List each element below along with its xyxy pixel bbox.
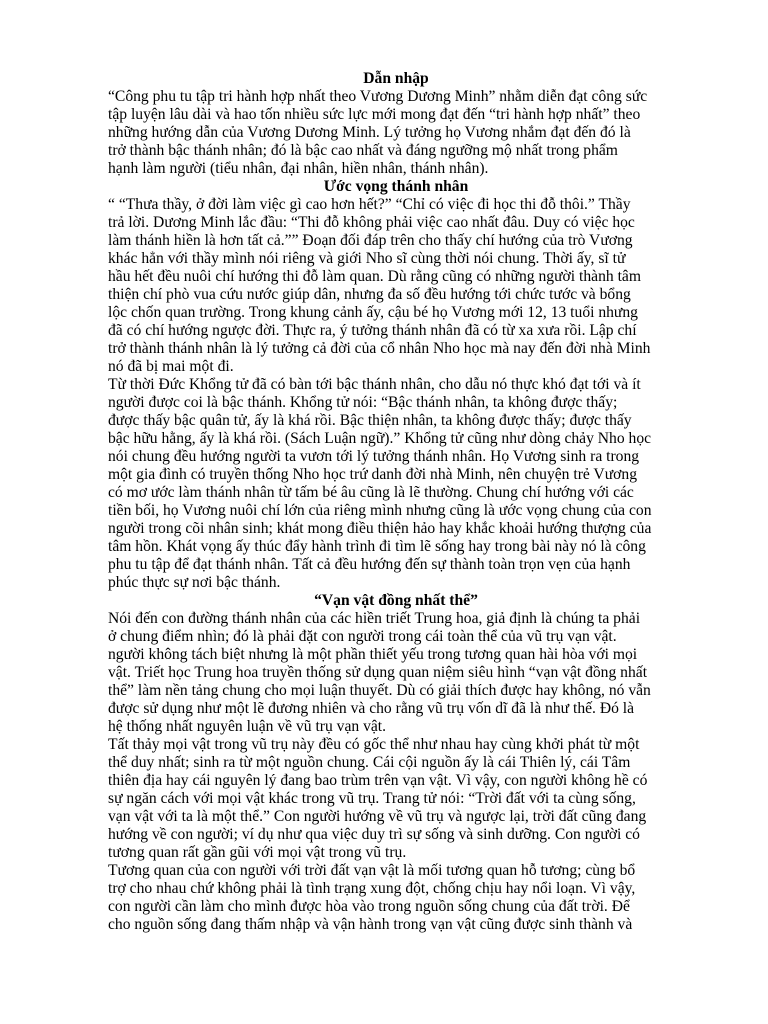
paragraph-line: được sử dụng như một lẽ đương nhiên và cho rằng vũ trụ vốn dĩ đã là như thế. Đó là <box>108 700 635 717</box>
paragraph-line: Từ thời Đức Khổng tử đã có bàn tới bậc thánh nhân, cho dẫu nó thực khó đạt tới và ít <box>108 376 641 393</box>
paragraph-line: trợ cho nhau chứ không phải là tình trạng xung đột, chống chịu hay nổi loạn. Vì vậy, <box>108 880 636 897</box>
paragraph-line: có mơ ước làm thánh nhân từ tấm bé âu cũng là lẽ thường. Chung chí hướng với các <box>108 484 634 501</box>
paragraph-line: phúc thực sự nơi bậc thánh. <box>108 574 281 591</box>
paragraph-line: vật. Triết học Trung hoa truyền thống sử dụng quan niệm siêu hình “vạn vật đồng nhất <box>108 664 648 681</box>
paragraph-line: trở thành thánh nhân là lý tưởng cả đời của cổ nhân Nho học mà nay đến đời nhà Minh <box>108 340 651 357</box>
paragraph-line: người không tách biệt nhưng là một phần thiết yếu trong tương quan hài hòa với mọi <box>108 646 638 663</box>
paragraph-line: một gia đình có truyền thống Nho học trứ danh đời nhà Minh, nên chuyện trẻ Vương <box>108 466 637 483</box>
paragraph-line: trở thành bậc thánh nhân; đó là bậc cao nhất và đáng ngưỡng mộ nhất trong phẩm <box>108 142 618 159</box>
paragraph-line: trả lời. Dương Minh lắc đầu: “Thi đỗ không phải việc cao nhất đâu. Duy có việc học <box>108 214 635 231</box>
paragraph-line: bậc hữu hằng, ấy là khá rồi. (Sách Luận ngữ).” Khổng tử cũng như dòng chảy Nho học <box>108 430 652 447</box>
paragraph-line: phu tu tập để đạt thánh nhân. Tất cả đều hướng đến sự thành toàn trọn vẹn của hạnh <box>108 556 631 573</box>
paragraph-line: nó đã bị mai một đi. <box>108 358 234 375</box>
paragraph-line: con người cần làm cho mình được hòa vào trong nguồn sống chung của đất trời. Để <box>108 898 630 915</box>
paragraph-line: lộc chốn quan trường. Trong khung cảnh ấy, cậu bé họ Vương mới 12, 13 tuổi nhưng <box>108 304 638 321</box>
section-heading: Dẫn nhập <box>363 70 429 87</box>
paragraph-line: làm thánh hiền là hơn tất cả.”” Đoạn đối đáp trên cho thấy chí hướng của trò Vương <box>108 232 633 249</box>
paragraph-line: Nói đến con đường thánh nhân của các hiền triết Trung hoa, giả định là chúng ta phải <box>108 610 641 627</box>
paragraph-line: tâm hồn. Khát vọng ấy thúc đẩy hành trình đi tìm lẽ sống hay trong bài này nó là công <box>108 538 646 555</box>
paragraph-line: người trong cõi nhân sinh; khát mong điều thiện hảo hay khắc khoải hướng thượng của <box>108 520 652 537</box>
paragraph-line: Tất thảy mọi vật trong vũ trụ này đều có gốc thể như nhau hay cùng khởi phát từ một <box>108 736 640 753</box>
paragraph-line: cho nguồn sống đang thấm nhập và vận hành trong vạn vật cũng được sinh thành và <box>108 916 633 933</box>
paragraph-line: Tương quan của con người với trời đất vạn vật là mối tương quan hỗ tương; cùng bổ <box>108 862 636 879</box>
paragraph-line: hệ thống nhất nguyên luận về vũ trụ vạn vật. <box>108 718 387 735</box>
section-heading: “Vạn vật đồng nhất thể” <box>314 592 478 609</box>
paragraph-line: tương quan rất gần gũi với mọi vật trong vũ trụ. <box>108 844 407 861</box>
paragraph-line: hạnh làm người (tiểu nhân, đại nhân, hiền nhân, thánh nhân). <box>108 160 489 177</box>
paragraph-line: khác hẳn với thầy mình nói riêng và giới Nho sĩ cùng thời nói chung. Thời ấy, sĩ tử <box>108 250 626 267</box>
paragraph-line: tập luyện lâu dài và hao tốn nhiều sức lực mới mong đạt đến “tri hành hợp nhất” theo <box>108 106 641 123</box>
paragraph-line: thể duy nhất; sinh ra từ một nguồn chung. Cái cội nguồn ấy là cái Thiên lý, cái Tâm <box>108 754 631 771</box>
paragraph-line: đã có chí hướng ngược đời. Thực ra, ý tưởng thánh nhân đã có từ xa xưa rồi. Lập chí <box>108 322 637 339</box>
paragraph-line: “Công phu tu tập tri hành hợp nhất theo Vương Dương Minh” nhằm diễn đạt công sức <box>108 88 648 105</box>
document-page <box>108 70 684 934</box>
paragraph-line: thiên địa hay cái nguyên lý đang bao trùm trên vạn vật. Vì vậy, con người không hề có <box>108 772 648 789</box>
paragraph-line: “ “Thưa thầy, ở đời làm việc gì cao hơn hết?” “Chỉ có việc đi học thi đỗ thôi.” Thầy <box>108 196 631 213</box>
paragraph-line: thiện chí phò vua cứu nước giúp dân, nhưng đa số đều hướng tới chức tước và bổng <box>108 286 631 303</box>
paragraph-line: tiền bối, họ Vương nuôi chí lớn của riêng mình nhưng cũng là ước vọng chung của con <box>108 502 652 519</box>
paragraph-line: nói chung đều hướng người ta vươn tới lý tưởng thánh nhân. Họ Vương sinh ra trong <box>108 448 640 465</box>
paragraph-line: được thấy bậc quân tử, ấy là khá rồi. Bậc thiện nhân, ta không được thấy; được thấy <box>108 412 632 429</box>
paragraph-line: hầu hết đều nuôi chí hướng thi đỗ làm quan. Dù rằng cũng có những người thành tâm <box>108 268 641 285</box>
paragraph-line: vạn vật với ta là một thể.” Con người hướng về vũ trụ và ngược lại, trời đất cũng đang <box>108 808 647 825</box>
paragraph-line: thể” làm nền tảng chung cho mọi luận thuyết. Dù có giải thích được hay không, nó vẫn <box>108 682 651 699</box>
section-heading: Ước vọng thánh nhân <box>323 178 469 195</box>
paragraph-line: ở chung điểm nhìn; đó là phải đặt con người trong cái toàn thể của vũ trụ vạn vật. <box>108 628 617 645</box>
paragraph-line: những hướng dẫn của Vương Dương Minh. Lý tưởng họ Vương nhắm đạt đến đó là <box>108 124 631 141</box>
paragraph-line: sự ngăn cách với mọi vật khác trong vũ trụ. Trang tử nói: “Trời đất với ta cùng sống, <box>108 790 636 807</box>
paragraph-line: người được coi là bậc thánh. Khổng tử nói: “Bậc thánh nhân, ta không được thấy; <box>108 394 618 411</box>
paragraph-line: hướng về con người; ví dụ như qua việc duy trì sự sống và sinh dưỡng. Con người có <box>108 826 640 843</box>
